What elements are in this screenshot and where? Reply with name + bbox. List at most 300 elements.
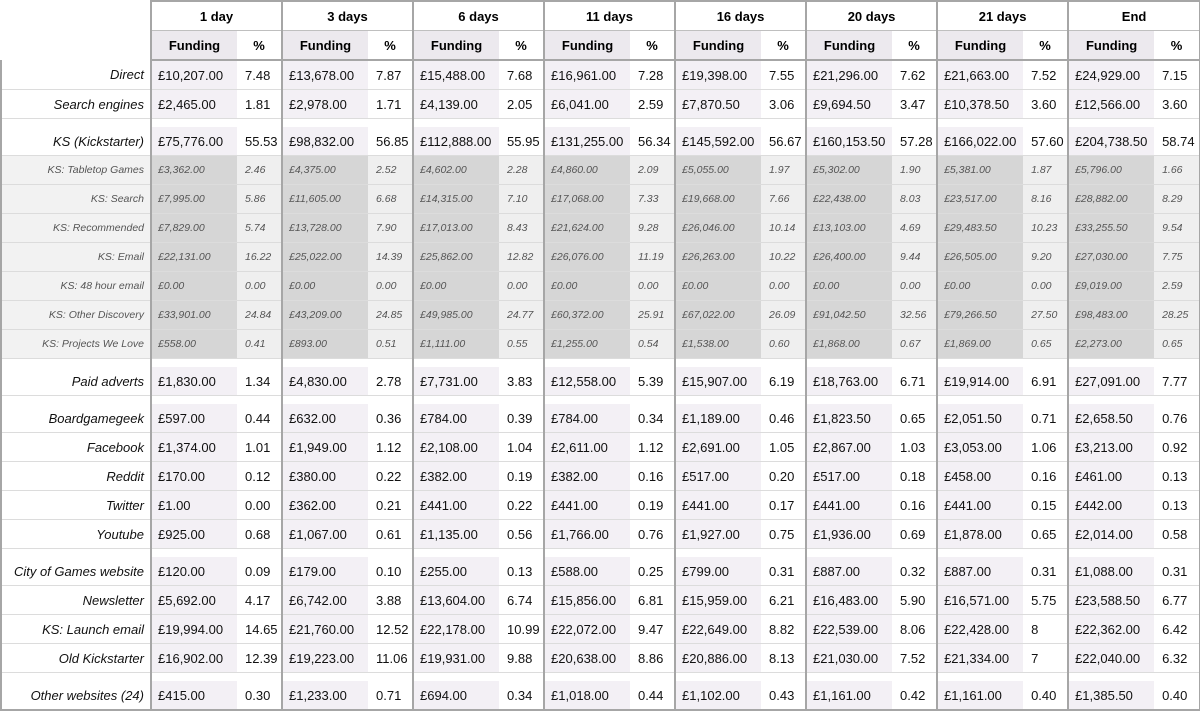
- funding-value: £15,959.00: [675, 586, 761, 615]
- funding-value: £784.00: [544, 404, 630, 433]
- percent-value: 0.31: [1154, 557, 1200, 586]
- percent-value: 3.88: [368, 586, 413, 615]
- percent-value: 1.04: [499, 433, 544, 462]
- funding-value: £1,189.00: [675, 404, 761, 433]
- source-label: KS: 48 hour email: [1, 272, 151, 301]
- spacer-cell: [1154, 549, 1200, 558]
- funding-value: £204,738.50: [1068, 127, 1154, 156]
- funding-value: £23,517.00: [937, 185, 1023, 214]
- percent-value: 0.16: [892, 491, 937, 520]
- percent-value: 0.19: [630, 491, 675, 520]
- percent-value: 14.65: [237, 615, 282, 644]
- funding-value: £2,051.50: [937, 404, 1023, 433]
- percent-value: 0.00: [630, 272, 675, 301]
- percent-value: 6.81: [630, 586, 675, 615]
- funding-value: £1,869.00: [937, 330, 1023, 359]
- funding-value: £19,668.00: [675, 185, 761, 214]
- percent-value: 1.90: [892, 156, 937, 185]
- spacer-cell: [499, 119, 544, 128]
- funding-value: £22,040.00: [1068, 644, 1154, 673]
- spacer-cell: [630, 359, 675, 368]
- funding-value: £9,694.50: [806, 90, 892, 119]
- percent-value: 9.54: [1154, 214, 1200, 243]
- funding-value: £1,936.00: [806, 520, 892, 549]
- funding-value: £19,223.00: [282, 644, 368, 673]
- funding-value: £517.00: [675, 462, 761, 491]
- funding-value: £16,961.00: [544, 60, 630, 90]
- funding-value: £98,483.00: [1068, 301, 1154, 330]
- spacer-cell: [282, 396, 368, 405]
- percent-value: 0.71: [1023, 404, 1068, 433]
- row-spacer: [1, 119, 1200, 128]
- spacer-cell: [1154, 359, 1200, 368]
- spacer-cell: [761, 119, 806, 128]
- percent-value: 0.31: [1023, 557, 1068, 586]
- source-label: Other websites (24): [1, 681, 151, 710]
- funding-value: £13,728.00: [282, 214, 368, 243]
- funding-value: £15,856.00: [544, 586, 630, 615]
- spacer-cell: [937, 119, 1023, 128]
- percent-value: 6.42: [1154, 615, 1200, 644]
- row-spacer: [1, 359, 1200, 368]
- funding-value: £441.00: [937, 491, 1023, 520]
- spacer-cell: [282, 359, 368, 368]
- funding-value: £4,602.00: [413, 156, 499, 185]
- percent-value: 0.00: [892, 272, 937, 301]
- period-header: 11 days: [544, 1, 675, 31]
- funding-value: £2,611.00: [544, 433, 630, 462]
- percent-value: 0.40: [1154, 681, 1200, 710]
- spacer-cell: [1154, 396, 1200, 405]
- funding-value: £21,296.00: [806, 60, 892, 90]
- percent-value: 2.46: [237, 156, 282, 185]
- percent-header: %: [368, 31, 413, 61]
- spacer-cell: [806, 396, 892, 405]
- funding-value: £382.00: [413, 462, 499, 491]
- percent-value: 10.22: [761, 243, 806, 272]
- percent-value: 7.52: [1023, 60, 1068, 90]
- percent-value: 0.00: [237, 272, 282, 301]
- spacer-cell: [544, 359, 630, 368]
- funding-value: £0.00: [937, 272, 1023, 301]
- funding-value: £1,161.00: [806, 681, 892, 710]
- percent-value: 7.52: [892, 644, 937, 673]
- spacer-cell: [499, 396, 544, 405]
- percent-value: 7.55: [761, 60, 806, 90]
- source-row: [1, 615, 1200, 644]
- funding-value: £441.00: [544, 491, 630, 520]
- spacer-cell: [630, 673, 675, 682]
- percent-value: 7: [1023, 644, 1068, 673]
- spacer-cell: [675, 359, 761, 368]
- percent-value: 12.39: [237, 644, 282, 673]
- spacer-cell: [806, 549, 892, 558]
- spacer-cell: [675, 119, 761, 128]
- percent-value: 0.09: [237, 557, 282, 586]
- percent-value: 3.06: [761, 90, 806, 119]
- percent-header: %: [892, 31, 937, 61]
- percent-value: 0.46: [761, 404, 806, 433]
- funding-value: £25,862.00: [413, 243, 499, 272]
- percent-value: 0.22: [368, 462, 413, 491]
- sub-source-row: [1, 330, 1200, 359]
- percent-value: 0.42: [892, 681, 937, 710]
- spacer-cell: [1023, 359, 1068, 368]
- funding-value: £5,055.00: [675, 156, 761, 185]
- percent-value: 8.13: [761, 644, 806, 673]
- funding-value: £14,315.00: [413, 185, 499, 214]
- source-label: Reddit: [1, 462, 151, 491]
- percent-value: 1.12: [368, 433, 413, 462]
- funding-value: £925.00: [151, 520, 237, 549]
- percent-value: 14.39: [368, 243, 413, 272]
- funding-value: £19,994.00: [151, 615, 237, 644]
- spacer-cell: [937, 396, 1023, 405]
- percent-value: 7.62: [892, 60, 937, 90]
- period-header: 20 days: [806, 1, 937, 31]
- percent-value: 2.09: [630, 156, 675, 185]
- funding-value: £380.00: [282, 462, 368, 491]
- source-label: Newsletter: [1, 586, 151, 615]
- funding-value: £33,901.00: [151, 301, 237, 330]
- funding-value: £1,111.00: [413, 330, 499, 359]
- source-row: [1, 404, 1200, 433]
- percent-value: 56.34: [630, 127, 675, 156]
- percent-value: 1.03: [892, 433, 937, 462]
- spacer-cell: [1068, 359, 1154, 368]
- funding-header: Funding: [413, 31, 499, 61]
- percent-value: 9.88: [499, 644, 544, 673]
- funding-value: £60,372.00: [544, 301, 630, 330]
- period-header: 6 days: [413, 1, 544, 31]
- spacer-cell: [368, 673, 413, 682]
- funding-value: £10,378.50: [937, 90, 1023, 119]
- source-row: [1, 644, 1200, 673]
- percent-value: 6.77: [1154, 586, 1200, 615]
- spacer-cell: [151, 673, 237, 682]
- funding-value: £362.00: [282, 491, 368, 520]
- percent-value: 2.28: [499, 156, 544, 185]
- percent-value: 7.87: [368, 60, 413, 90]
- funding-value: £22,539.00: [806, 615, 892, 644]
- percent-value: 7.33: [630, 185, 675, 214]
- funding-value: £1,385.50: [1068, 681, 1154, 710]
- spacer-cell: [237, 549, 282, 558]
- funding-value: £1,823.50: [806, 404, 892, 433]
- spacer-cell: [544, 396, 630, 405]
- period-header-row: [1, 1, 1200, 31]
- percent-value: 7.66: [761, 185, 806, 214]
- percent-value: 0.21: [368, 491, 413, 520]
- funding-value: £21,334.00: [937, 644, 1023, 673]
- funding-value: £22,438.00: [806, 185, 892, 214]
- period-header: 3 days: [282, 1, 413, 31]
- percent-value: 0.51: [368, 330, 413, 359]
- percent-value: 0.16: [630, 462, 675, 491]
- percent-value: 0.43: [761, 681, 806, 710]
- funding-value: £4,139.00: [413, 90, 499, 119]
- funding-header: Funding: [282, 31, 368, 61]
- funding-value: £887.00: [937, 557, 1023, 586]
- funding-value: £67,022.00: [675, 301, 761, 330]
- funding-value: £784.00: [413, 404, 499, 433]
- funding-value: £441.00: [413, 491, 499, 520]
- percent-value: 2.59: [1154, 272, 1200, 301]
- percent-value: 0.00: [1023, 272, 1068, 301]
- funding-value: £6,742.00: [282, 586, 368, 615]
- funding-value: £5,796.00: [1068, 156, 1154, 185]
- percent-value: 27.50: [1023, 301, 1068, 330]
- source-label: KS: Recommended: [1, 214, 151, 243]
- funding-value: £26,076.00: [544, 243, 630, 272]
- period-header: 21 days: [937, 1, 1068, 31]
- percent-value: 9.44: [892, 243, 937, 272]
- percent-value: 56.85: [368, 127, 413, 156]
- spacer-cell: [237, 673, 282, 682]
- funding-value: £24,929.00: [1068, 60, 1154, 90]
- source-row: [1, 433, 1200, 462]
- spacer-cell: [1, 396, 151, 405]
- spacer-cell: [1023, 549, 1068, 558]
- spacer-cell: [413, 549, 499, 558]
- percent-value: 1.05: [761, 433, 806, 462]
- percent-value: 57.28: [892, 127, 937, 156]
- percent-value: 24.85: [368, 301, 413, 330]
- funding-value: £15,907.00: [675, 367, 761, 396]
- funding-value: £1,949.00: [282, 433, 368, 462]
- spacer-cell: [630, 396, 675, 405]
- spacer-cell: [806, 359, 892, 368]
- funding-value: £15,488.00: [413, 60, 499, 90]
- funding-value: £179.00: [282, 557, 368, 586]
- source-row: [1, 520, 1200, 549]
- percent-value: 11.06: [368, 644, 413, 673]
- funding-value: £1,538.00: [675, 330, 761, 359]
- percent-value: 5.74: [237, 214, 282, 243]
- spacer-cell: [1, 119, 151, 128]
- percent-value: 6.91: [1023, 367, 1068, 396]
- percent-value: 10.14: [761, 214, 806, 243]
- spacer-cell: [630, 119, 675, 128]
- percent-value: 1.81: [237, 90, 282, 119]
- spacer-cell: [892, 359, 937, 368]
- funding-value: £98,832.00: [282, 127, 368, 156]
- funding-value: £0.00: [282, 272, 368, 301]
- spacer-cell: [1068, 396, 1154, 405]
- percent-header: %: [499, 31, 544, 61]
- funding-value: £26,263.00: [675, 243, 761, 272]
- sub-source-row: [1, 185, 1200, 214]
- percent-value: 2.05: [499, 90, 544, 119]
- source-label: Direct: [1, 60, 151, 90]
- funding-value: £13,604.00: [413, 586, 499, 615]
- funding-value: £22,072.00: [544, 615, 630, 644]
- funding-value: £21,663.00: [937, 60, 1023, 90]
- percent-value: 3.60: [1023, 90, 1068, 119]
- spacer-cell: [806, 673, 892, 682]
- percent-value: 0.65: [1154, 330, 1200, 359]
- funding-value: £23,588.50: [1068, 586, 1154, 615]
- funding-value: £5,302.00: [806, 156, 892, 185]
- spacer-cell: [413, 359, 499, 368]
- percent-value: 0.58: [1154, 520, 1200, 549]
- spacer-cell: [1023, 119, 1068, 128]
- percent-header: %: [1023, 31, 1068, 61]
- funding-value: £2,658.50: [1068, 404, 1154, 433]
- percent-value: 8.16: [1023, 185, 1068, 214]
- percent-value: 0.67: [892, 330, 937, 359]
- percent-value: 0.22: [499, 491, 544, 520]
- funding-value: £1,102.00: [675, 681, 761, 710]
- spacer-cell: [368, 359, 413, 368]
- spacer-cell: [368, 549, 413, 558]
- funding-value: £4,860.00: [544, 156, 630, 185]
- funding-value: £29,483.50: [937, 214, 1023, 243]
- funding-header: Funding: [151, 31, 237, 61]
- spacer-cell: [806, 119, 892, 128]
- percent-value: 0.16: [1023, 462, 1068, 491]
- spacer-cell: [151, 396, 237, 405]
- spacer-cell: [151, 359, 237, 368]
- percent-value: 6.32: [1154, 644, 1200, 673]
- funding-header: Funding: [806, 31, 892, 61]
- funding-value: £18,763.00: [806, 367, 892, 396]
- percent-header: %: [237, 31, 282, 61]
- percent-value: 2.78: [368, 367, 413, 396]
- funding-value: £19,914.00: [937, 367, 1023, 396]
- funding-value: £632.00: [282, 404, 368, 433]
- funding-value: £2,465.00: [151, 90, 237, 119]
- funding-value: £12,566.00: [1068, 90, 1154, 119]
- percent-value: 0.12: [237, 462, 282, 491]
- funding-value: £21,624.00: [544, 214, 630, 243]
- funding-value: £0.00: [413, 272, 499, 301]
- funding-value: £893.00: [282, 330, 368, 359]
- funding-value: £6,041.00: [544, 90, 630, 119]
- funding-value: £27,091.00: [1068, 367, 1154, 396]
- spacer-cell: [413, 119, 499, 128]
- percent-value: 1.06: [1023, 433, 1068, 462]
- funding-value: £597.00: [151, 404, 237, 433]
- percent-value: 28.25: [1154, 301, 1200, 330]
- period-header: End: [1068, 1, 1200, 31]
- funding-value: £7,731.00: [413, 367, 499, 396]
- spacer-cell: [499, 359, 544, 368]
- source-row: [1, 557, 1200, 586]
- percent-value: 0.13: [499, 557, 544, 586]
- funding-value: £2,273.00: [1068, 330, 1154, 359]
- funding-value: £2,014.00: [1068, 520, 1154, 549]
- spacer-cell: [1023, 396, 1068, 405]
- spacer-cell: [630, 549, 675, 558]
- percent-value: 3.60: [1154, 90, 1200, 119]
- percent-value: 1.66: [1154, 156, 1200, 185]
- funding-value: £1,374.00: [151, 433, 237, 462]
- percent-value: 0.40: [1023, 681, 1068, 710]
- source-label: Youtube: [1, 520, 151, 549]
- percent-value: 0.60: [761, 330, 806, 359]
- percent-value: 25.91: [630, 301, 675, 330]
- percent-value: 6.74: [499, 586, 544, 615]
- funding-value: £75,776.00: [151, 127, 237, 156]
- funding-value: £49,985.00: [413, 301, 499, 330]
- funding-value: £10,207.00: [151, 60, 237, 90]
- percent-value: 0.18: [892, 462, 937, 491]
- percent-value: 0.13: [1154, 462, 1200, 491]
- funding-value: £1,088.00: [1068, 557, 1154, 586]
- spacer-cell: [892, 549, 937, 558]
- spacer-cell: [544, 119, 630, 128]
- funding-value: £2,978.00: [282, 90, 368, 119]
- funding-value: £12,558.00: [544, 367, 630, 396]
- percent-header: %: [1154, 31, 1200, 61]
- funding-value: £1,830.00: [151, 367, 237, 396]
- funding-value: £1,135.00: [413, 520, 499, 549]
- source-label: Search engines: [1, 90, 151, 119]
- spacer-cell: [544, 549, 630, 558]
- percent-value: 55.53: [237, 127, 282, 156]
- percent-value: 0.65: [1023, 520, 1068, 549]
- percent-value: 3.47: [892, 90, 937, 119]
- funding-value: £1,766.00: [544, 520, 630, 549]
- funding-value: £2,867.00: [806, 433, 892, 462]
- spacer-cell: [937, 549, 1023, 558]
- funding-value: £2,691.00: [675, 433, 761, 462]
- funding-value: £1,018.00: [544, 681, 630, 710]
- funding-value: £33,255.50: [1068, 214, 1154, 243]
- percent-value: 4.17: [237, 586, 282, 615]
- spacer-cell: [892, 673, 937, 682]
- percent-value: 0.13: [1154, 491, 1200, 520]
- percent-value: 1.34: [237, 367, 282, 396]
- funding-value: £4,375.00: [282, 156, 368, 185]
- spacer-cell: [1, 549, 151, 558]
- percent-value: 6.68: [368, 185, 413, 214]
- percent-value: 0.65: [892, 404, 937, 433]
- spacer-cell: [675, 549, 761, 558]
- percent-value: 6.19: [761, 367, 806, 396]
- percent-value: 7.28: [630, 60, 675, 90]
- percent-value: 5.39: [630, 367, 675, 396]
- funding-value: £9,019.00: [1068, 272, 1154, 301]
- percent-value: 24.77: [499, 301, 544, 330]
- source-row: [1, 462, 1200, 491]
- funding-value: £588.00: [544, 557, 630, 586]
- funding-value: £112,888.00: [413, 127, 499, 156]
- spacer-cell: [1, 359, 151, 368]
- percent-value: 0.30: [237, 681, 282, 710]
- percent-value: 7.75: [1154, 243, 1200, 272]
- percent-value: 0.68: [237, 520, 282, 549]
- spacer-cell: [1068, 549, 1154, 558]
- percent-value: 1.71: [368, 90, 413, 119]
- funding-value: £22,362.00: [1068, 615, 1154, 644]
- percent-header: %: [630, 31, 675, 61]
- spacer-cell: [892, 396, 937, 405]
- percent-value: 0.55: [499, 330, 544, 359]
- sub-source-row: [1, 243, 1200, 272]
- funding-value: £7,870.50: [675, 90, 761, 119]
- funding-value: £1,868.00: [806, 330, 892, 359]
- percent-value: 16.22: [237, 243, 282, 272]
- funding-value: £166,022.00: [937, 127, 1023, 156]
- source-row: [1, 60, 1200, 90]
- funding-value: £382.00: [544, 462, 630, 491]
- spacer-cell: [1068, 673, 1154, 682]
- percent-value: 11.19: [630, 243, 675, 272]
- percent-value: 0.15: [1023, 491, 1068, 520]
- percent-value: 0.41: [237, 330, 282, 359]
